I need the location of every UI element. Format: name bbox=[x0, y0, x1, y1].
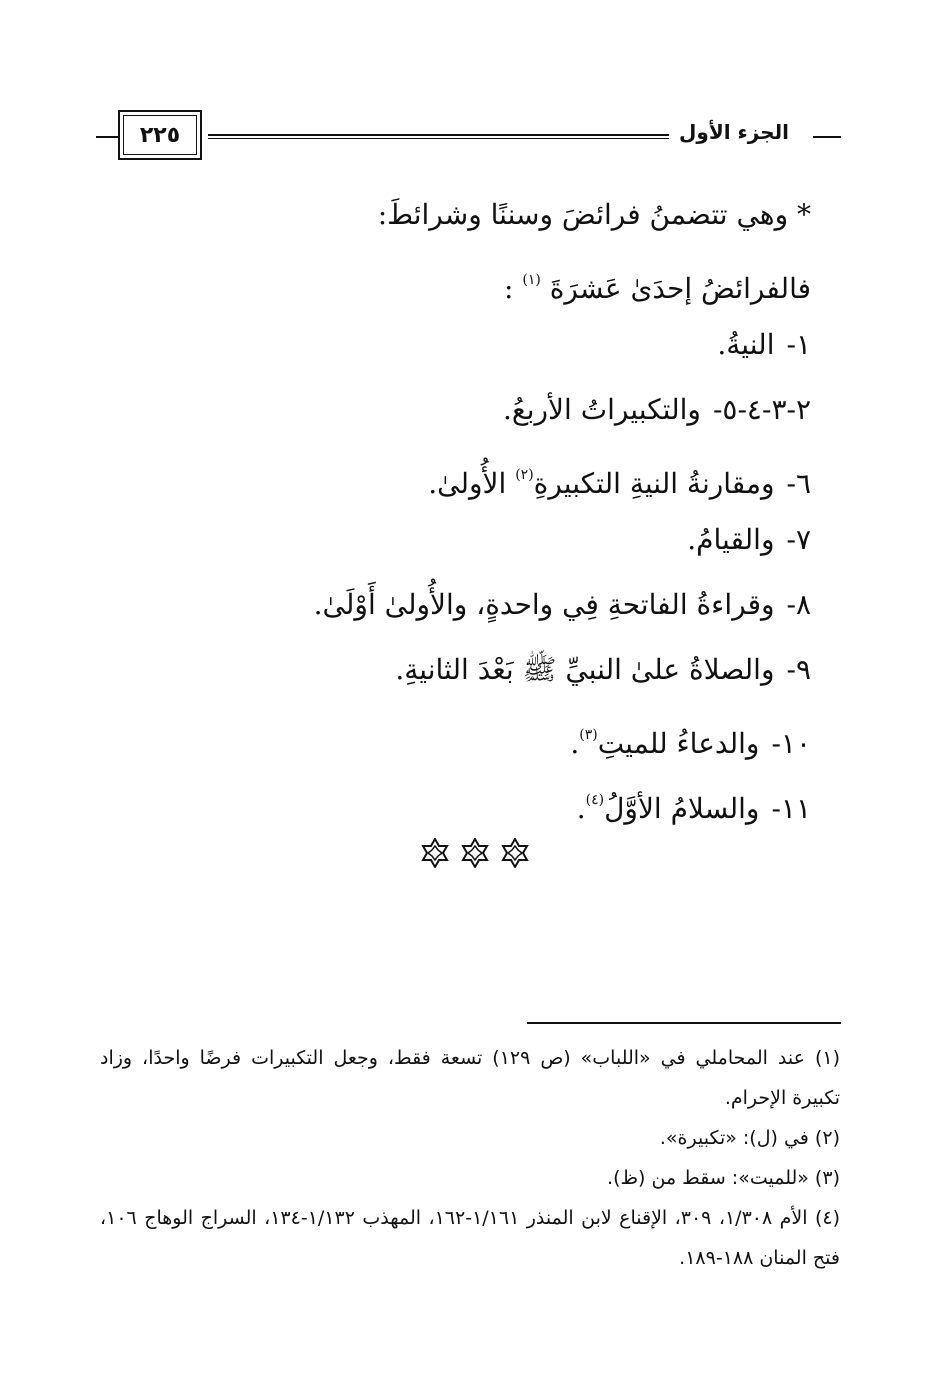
item-number: ٢-٣-٤-٥- bbox=[712, 393, 811, 426]
intro-line: * وهي تتضمنُ فرائضَ وسننًا وشرائطَ: bbox=[377, 198, 811, 231]
item-text: والقيامُ. bbox=[687, 523, 775, 556]
page-header bbox=[96, 108, 841, 164]
list-item bbox=[111, 775, 811, 840]
item-text: والدعاءُ للميتِ bbox=[597, 727, 760, 760]
volume-title: الجزء الأول bbox=[679, 120, 789, 144]
item-number: ٧- bbox=[786, 523, 811, 556]
star-ornament-icon bbox=[460, 838, 490, 868]
item-number: ١١- bbox=[771, 792, 811, 825]
item-text: والتكبيراتُ الأربعُ. bbox=[502, 393, 701, 426]
item-number: ٩- bbox=[786, 653, 811, 686]
footnote-4: (٤) الأم ١/٣٠٨، ٣٠٩، الإقناع لابن المنذر ١/١٦١-١٦٢، المهذب ١/١٣٢-١٣٤، السراج الوهاج ١٠٦، فتح المنان ١٨٨-١٨٩. bbox=[100, 1207, 841, 1269]
footnotes bbox=[100, 1038, 840, 1278]
list-item bbox=[111, 450, 811, 515]
item-text: والسلامُ الأوَّلُ bbox=[604, 792, 760, 825]
faraid-heading-colon: : bbox=[504, 272, 514, 305]
item-text: النيةُ. bbox=[717, 328, 775, 361]
item-number: ١- bbox=[786, 328, 811, 361]
star-ornament-icon bbox=[420, 838, 450, 868]
list-item bbox=[111, 645, 811, 710]
faraid-heading bbox=[111, 255, 811, 320]
footnote-3: (٣) «للميت»: سقط من (ظ). bbox=[607, 1167, 840, 1189]
list-item bbox=[111, 385, 811, 450]
item-number: ٦- bbox=[786, 467, 811, 500]
header-rule bbox=[208, 134, 669, 139]
item-number: ٨- bbox=[786, 588, 811, 621]
page-number-box bbox=[118, 110, 202, 160]
header-dash-right bbox=[813, 136, 841, 138]
item-number: ١٠- bbox=[771, 727, 811, 760]
footnote-ref-4: (٤) bbox=[585, 792, 605, 808]
list-item bbox=[111, 710, 811, 775]
footnote-ref-3: (٣) bbox=[579, 727, 598, 743]
footnote-ref-1: (١) bbox=[522, 272, 541, 288]
item-text-end: الأُولىٰ. bbox=[428, 467, 516, 500]
faraid-heading-text: فالفرائضُ إحدَىٰ عَشرَةَ bbox=[549, 272, 811, 305]
star-ornament-icon bbox=[500, 838, 530, 868]
item-text-end: . bbox=[576, 792, 586, 825]
list-item bbox=[111, 515, 811, 580]
list-item bbox=[111, 580, 811, 645]
item-text: والصلاةُ علىٰ النبيِّ ﷺ بَعْدَ الثانيةِ. bbox=[395, 653, 775, 686]
item-text-end: . bbox=[570, 727, 580, 760]
item-text: وقراءةُ الفاتحةِ فِي واحدةٍ، والأُولىٰ أَوْلَىٰ. bbox=[313, 588, 775, 621]
main-text bbox=[111, 190, 811, 840]
page-number: ٢٢٥ bbox=[123, 115, 197, 155]
footnote-2: (٢) في (ل): «تكبيرة». bbox=[659, 1127, 840, 1149]
ornament-separator bbox=[420, 838, 530, 878]
footnote-ref-2: (٢) bbox=[515, 467, 534, 483]
footnote-1: (١) عند المحاملي في «اللباب» (ص ١٢٩) تسعة فقط، وجعل التكبيرات فرضًا واحدًا، وزاد تكبيرة الإحرام. bbox=[100, 1047, 840, 1109]
header-dash-left bbox=[96, 136, 118, 138]
item-text: ومقارنةُ النيةِ التكبيرةِ bbox=[533, 467, 775, 500]
list-item bbox=[111, 320, 811, 385]
footnote-rule bbox=[527, 1022, 841, 1024]
